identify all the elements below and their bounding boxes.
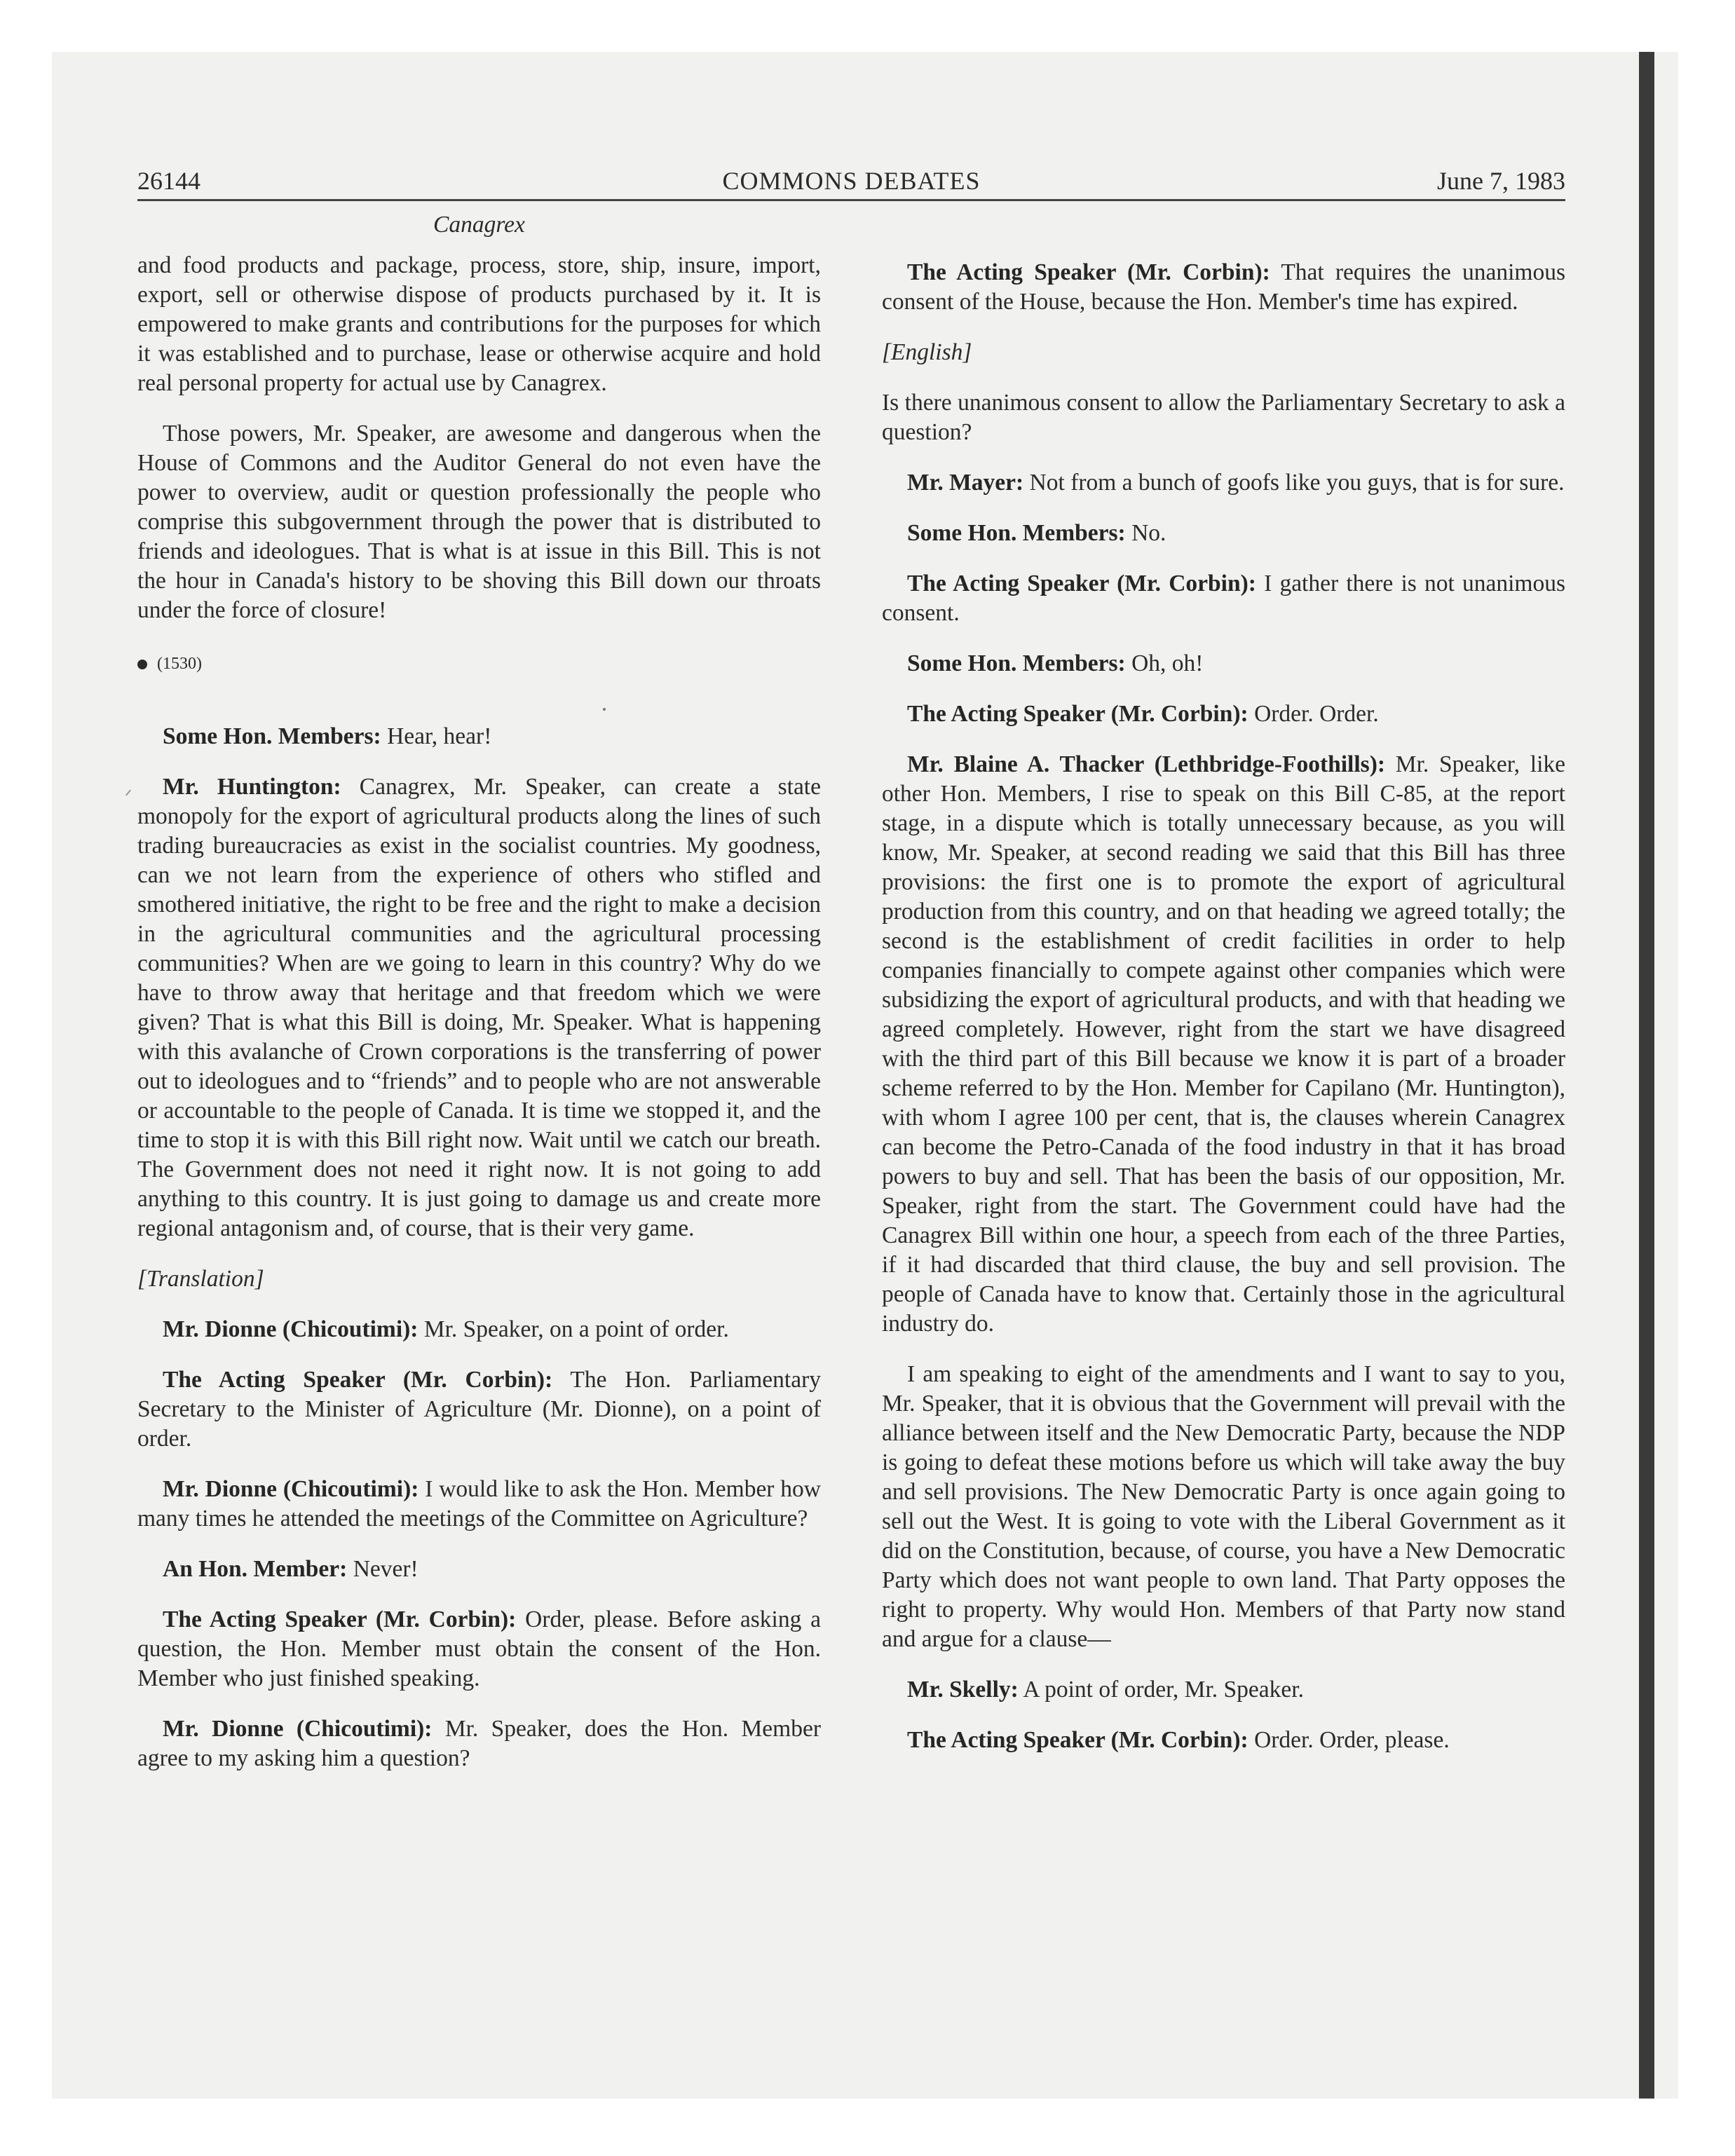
speech-text: Order. Order.	[1248, 701, 1379, 727]
paragraph	[882, 569, 1565, 628]
paragraph	[137, 1555, 821, 1584]
speech-text: Oh, oh!	[1125, 650, 1204, 676]
speaker-name: The Acting Speaker (Mr. Corbin):	[907, 571, 1256, 596]
paragraph	[882, 519, 1565, 548]
time-stamp: (1530)	[157, 655, 202, 673]
paragraph	[137, 722, 821, 751]
left-column	[137, 210, 821, 1794]
speech-text: No.	[1125, 520, 1166, 546]
speaker-name: An Hon. Member:	[163, 1556, 348, 1582]
speech-text: Not from a bunch of goofs like you guys, that is for sure.	[1023, 470, 1565, 496]
running-head: Canagrex	[433, 212, 525, 238]
speaker-name: Some Hon. Members:	[163, 723, 381, 749]
scan-edge-bar	[1639, 52, 1654, 2099]
publication-title: COMMONS DEBATES	[722, 167, 981, 195]
time-marker	[137, 649, 821, 678]
speaker-name: The Acting Speaker (Mr. Corbin):	[907, 1727, 1248, 1753]
paragraph	[882, 750, 1565, 1339]
speaker-name: Mr. Dionne (Chicoutimi):	[163, 1316, 419, 1342]
paragraph	[137, 1714, 821, 1773]
speaker-name: The Acting Speaker (Mr. Corbin):	[163, 1606, 517, 1632]
speech-text: Mr. Speaker, on a point of order.	[418, 1316, 729, 1342]
paragraph: Those powers, Mr. Speaker, are awesome and dangerous when the House of Commons and the Auditor General do not even have the power to overview, audit or question professionally the people who comprise this subgovernment through the power that is distributed to friends and ideologues. That is what is at issue in this Bill. This is not the hour in Canada's history to be shoving this Bill down our throats under the force of closure!	[137, 421, 821, 623]
speech-text: I gather there is not unanimous consent.	[882, 571, 1565, 626]
paragraph	[882, 1675, 1565, 1705]
speech-text: The Hon. Parliamentary Secretary to the Minister of Agriculture (Mr. Dionne), on a point of order.	[137, 1367, 821, 1452]
bullet-icon	[137, 660, 147, 669]
speaker-name: The Acting Speaker (Mr. Corbin):	[907, 701, 1248, 727]
speaker-name: Some Hon. Members:	[907, 520, 1126, 546]
paragraph	[882, 1726, 1565, 1755]
speech-text: That requires the unanimous consent of the House, because the Hon. Member's time has expired.	[882, 259, 1565, 315]
speaker-name: Mr. Mayer:	[907, 470, 1024, 496]
speaker-name: Mr. Dionne (Chicoutimi):	[163, 1716, 433, 1742]
paragraph: and food products and package, process, store, ship, insure, import, export, sell or otherwise dispose of products purchased by it. It is empowered to make grants and contributions for the purposes for which it was established and to purchase, lease or otherwise acquire and hold real personal property for actual use by Canagrex.	[137, 252, 821, 396]
speech-text: Canagrex, Mr. Speaker, can create a state monopoly for the export of agricultural products along the lines of such trading bureaucracies as exist in the socialist countries. My goodness, can we not learn from the experience of others who stifled and smothered initiative, the right to be free and the right to make a decision in the agricultural communities and the agricultural processing communities? When are we going to learn in this country? Why do we have to throw away that heritage and that freedom which we were given? That is what this Bill is doing, Mr. Speaker. What is happening with this avalanche of Crown corporations is the transferring of power out to ideologues and to “friends” and to people who are not answerable or accountable to the people of Canada. It is time we stopped it, and the time to stop it is with this Bill right now. Wait until we catch our breath. The Government does not need it right now. It is not going to add anything to this country. It is just going to damage us and create more regional antagonism and, of course, that is their very game.	[137, 774, 821, 1241]
page-number: 26144	[137, 167, 200, 195]
speech-text: Hear, hear!	[381, 723, 492, 749]
paragraph: I am speaking to eight of the amendments and I want to say to you, Mr. Speaker, that it is obvious that the Government will prevail with the alliance between itself and the New Democratic Party, because the NDP is going to defeat these motions before us which will take away the buy and sell provisions. The New Democratic Party is once again going to sell out the West. It is going to vote with the Liberal Government as it did on the Constitution, because, of course, you have a New Democratic Party which does not want people to own land. That Party opposes the right to property. Why would Hon. Members of that Party now stand and argue for a clause—	[882, 1361, 1565, 1652]
paragraph	[882, 649, 1565, 678]
speech-text: Order, please. Before asking a question, the Hon. Member must obtain the consent of the Hon. Member who just finished speaking.	[137, 1606, 821, 1691]
right-column	[882, 258, 1565, 1776]
speaker-name: Mr. Huntington:	[163, 774, 341, 800]
speech-text: Mr. Speaker, like other Hon. Members, I rise to speak on this Bill C-85, at the report stage, in a dispute which is totally unnecessary because, as you will know, Mr. Speaker, at second reading we said that this Bill has three provisions: the first one is to promote the export of agricultural production from this country, and on that heading we agreed totally; the second is the establishment of credit facilities in order to help companies financially to compete against other companies which were subsidizing the export of agricultural products, and with that heading we agreed completely. However, right from the start we have disagreed with the third part of this Bill because we know it is part of a broader scheme referred to by the Hon. Member for Capilano (Mr. Huntington), with whom I agree 100 per cent, that is, the clauses wherein Canagrex can become the Petro-Canada of the food industry in that it has broad powers to buy and sell. That has been the basis of our opposition, Mr. Speaker, right from the start. The Government could have had the Canagrex Bill within one hour, a speech from each of the three Parties, if it had discarded that third clause, the buy and sell provision. The people of Canada have to know that. Certainly those in the agricultural industry do.	[882, 751, 1566, 1337]
paragraph	[137, 1315, 821, 1344]
paragraph	[882, 700, 1565, 729]
speech-text: Order. Order, please.	[1248, 1727, 1450, 1753]
speech-text: A point of order, Mr. Speaker.	[1018, 1677, 1304, 1703]
page-header	[137, 163, 1565, 201]
speaker-name: Mr. Blaine A. Thacker (Lethbridge-Foothills):	[907, 751, 1386, 777]
paragraph	[137, 1605, 821, 1693]
paragraph: Is there unanimous consent to allow the Parliamentary Secretary to ask a question?	[882, 390, 1565, 445]
speech-text: Never!	[347, 1556, 419, 1582]
speaker-name: Mr. Skelly:	[907, 1677, 1019, 1703]
speech-text: Mr. Speaker, does the Hon. Member agree to my asking him a question?	[137, 1716, 821, 1771]
paragraph	[882, 468, 1565, 498]
language-tag: [Translation]	[137, 1266, 264, 1292]
speaker-name: Mr. Dionne (Chicoutimi):	[163, 1476, 419, 1502]
speaker-name: The Acting Speaker (Mr. Corbin):	[907, 259, 1270, 285]
paragraph	[882, 258, 1565, 317]
paragraph	[137, 772, 821, 1243]
paragraph	[137, 1475, 821, 1534]
language-tag: [English]	[882, 339, 972, 365]
paragraph	[137, 1365, 821, 1454]
speaker-name: Some Hon. Members:	[907, 650, 1126, 676]
speech-text: I would like to ask the Hon. Member how many times he attended the meetings of the Committee on Agriculture?	[137, 1476, 821, 1531]
speaker-name: The Acting Speaker (Mr. Corbin):	[163, 1367, 553, 1393]
publication-date: June 7, 1983	[1437, 167, 1565, 195]
